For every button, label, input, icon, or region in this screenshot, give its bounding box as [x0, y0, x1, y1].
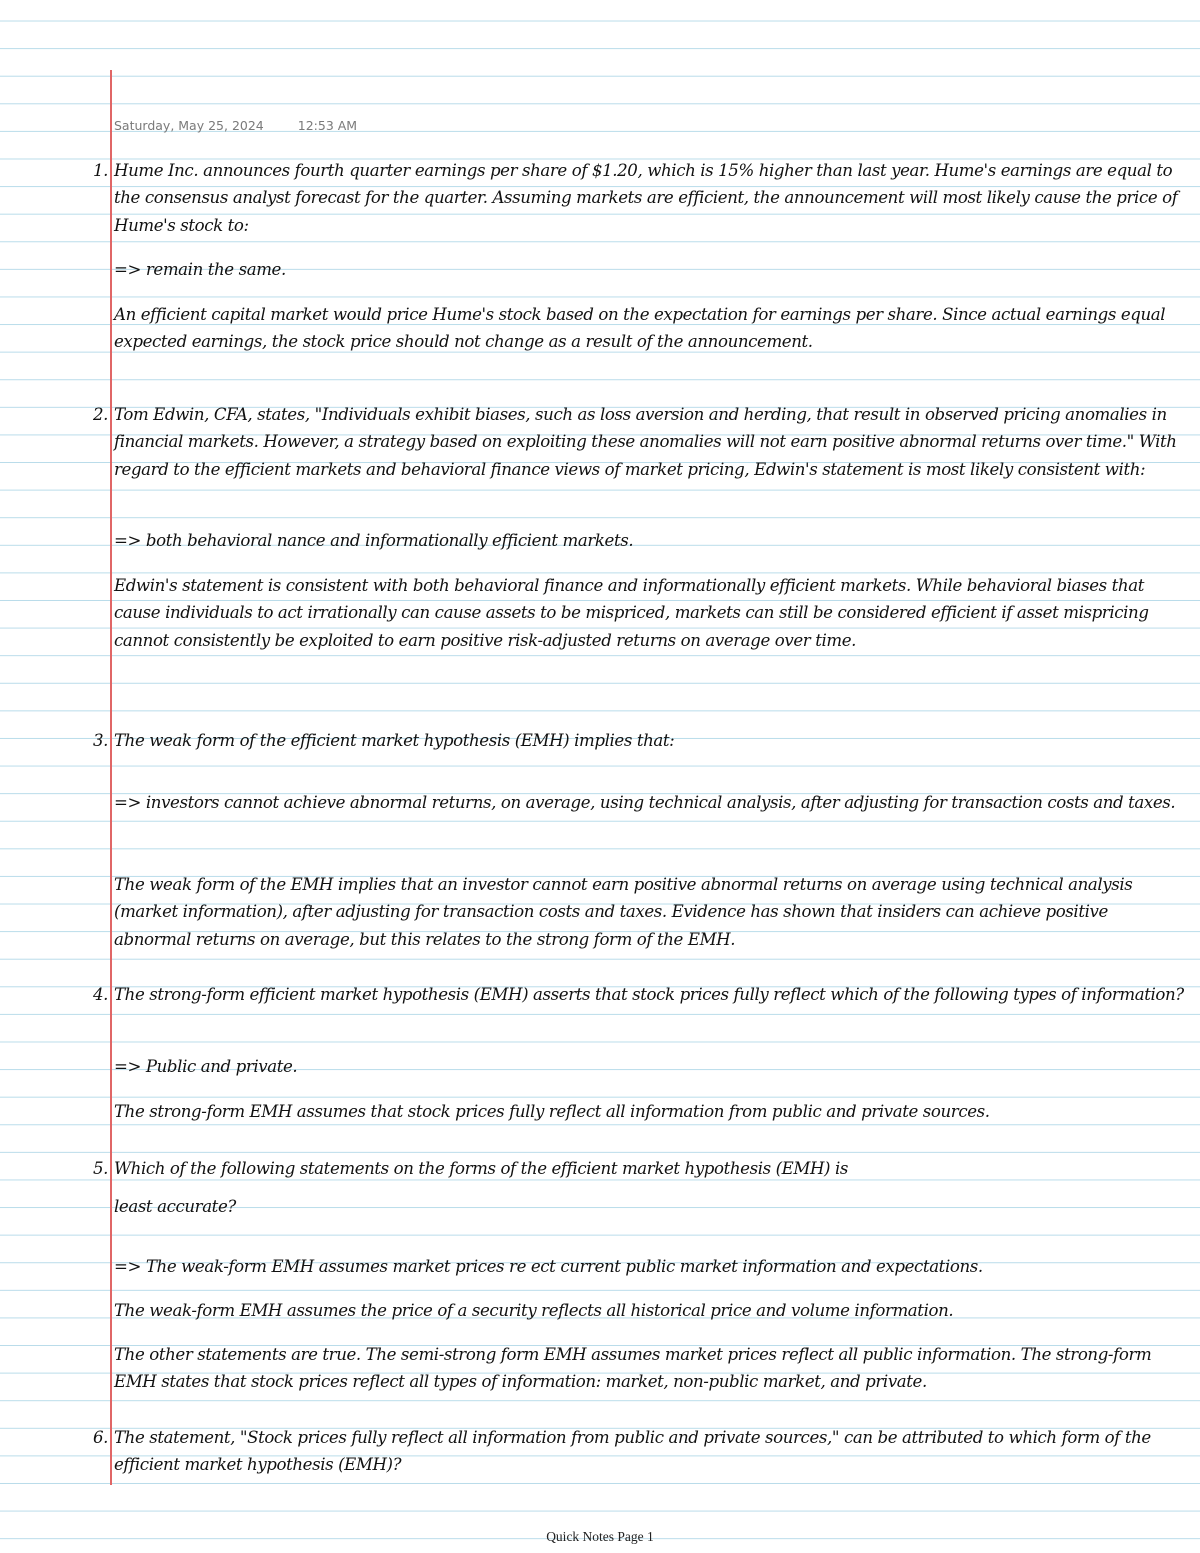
question-3-answer: => investors cannot achieve abnormal returns, on average, using technical analysis, after adjusting for transaction costs and taxes.: [114, 793, 1176, 812]
question-4-explanation: The strong-form EMH assumes that stock prices fully reflect all information from public and private sources.: [114, 1102, 990, 1121]
question-5-prompt-end: accurate?: [152, 1197, 236, 1216]
question-3-prompt: The weak form of the efficient market hypothesis (EMH) implies that:: [114, 731, 675, 750]
question-1-prompt: [114, 157, 1189, 239]
question-1-answer: => remain the same.: [114, 260, 286, 279]
question-3-explanation: The weak form of the EMH implies that an investor cannot earn positive abnormal returns on average using technical analysis (market information), after adjusting for transaction costs and taxes. Evidence has shown that insiders can achieve positive abnormal returns on average, but this relates to the strong form of the EMH.: [114, 875, 1133, 949]
question-5-prompt-emphasis: least: [114, 1197, 153, 1216]
question-1-prompt-text: Hume Inc. announces fourth quarter earnings per share of $1.20, which is 15% higher than last year. Hume's earnings are equal to the consensus analyst forecast for the quarter. Assuming markets are efficient, the announcement will: [114, 161, 1173, 208]
question-2-prompt-end: consistent with:: [1012, 459, 1146, 479]
question-1-explanation: An efficient capital market would price Hume's stock based on the expectation for earnings per share. Since actual earnings equal expected earnings, the stock price should not change as a result of the announcement.: [114, 305, 1166, 352]
question-4-number: 4.: [92, 985, 108, 1004]
question-2-explanation: Edwin's statement is consistent with both behavioral finance and informationally efficient markets. While behavioral biases that cause individuals to act irrationally can cause assets to be mispriced, markets can still be considered efficient if asset mispricing cannot consistently be exploited to earn positive risk-adjusted returns on average over time.: [114, 576, 1149, 650]
question-5-prompt-continued: [114, 1193, 1189, 1220]
question-5-number: 5.: [92, 1159, 108, 1178]
question-2-prompt: [114, 401, 1189, 483]
note-datetime: [114, 118, 357, 133]
question-5-answer: => The weak-form EMH assumes market prices re ect current public market information and expectations.: [114, 1257, 983, 1276]
page-footer: Quick Notes Page 1: [546, 1529, 654, 1544]
question-6-number: 6.: [92, 1428, 108, 1447]
red-margin-line: [110, 70, 112, 1485]
question-5-explanation: The other statements are true. The semi-strong form EMH assumes market prices reflect all public information. The strong-form EMH states that stock prices reflect all types of information: market, non-public market, and private.: [114, 1345, 1152, 1392]
question-5-prompt: Which of the following statements on the forms of the efficient market hypothesis (EMH) is: [114, 1159, 849, 1178]
question-1-prompt-end: cause the price of Hume's stock to:: [114, 188, 1178, 235]
note-time: 12:53 AM: [297, 118, 358, 133]
question-2-answer: => both behavioral nance and informationally efficient markets.: [114, 531, 634, 550]
question-1-prompt-emphasis: most likely: [942, 188, 1030, 208]
question-5-note: The weak-form EMH assumes the price of a security reflects all historical price and volume information.: [114, 1301, 954, 1320]
question-6-prompt: The statement, "Stock prices fully reflect all information from public and private sources," can be attributed to which form of the efficient market hypothesis (EMH)?: [114, 1428, 1151, 1475]
question-4-prompt: The strong-form efficient market hypothesis (EMH) asserts that stock prices fully reflect which of the following types of information?: [114, 985, 1184, 1004]
question-1-number: 1.: [92, 161, 108, 180]
note-date: Saturday, May 25, 2024: [114, 118, 264, 133]
question-4-answer: => Public and private.: [114, 1057, 298, 1076]
question-2-prompt-text: Tom Edwin, CFA, states, "Individuals exhibit biases, such as loss aversion and herding, that result in observed pricing anomalies in financial markets. However, a strategy based on exploiting these anomalies will not earn positive abnormal returns over time." With regard to the efficient markets and behavioral finance views of market pricing, Edwin's statement is: [114, 405, 1177, 479]
question-3-number: 3.: [92, 731, 108, 750]
question-2-prompt-emphasis: most likely: [925, 459, 1013, 479]
question-2-number: 2.: [92, 405, 108, 424]
